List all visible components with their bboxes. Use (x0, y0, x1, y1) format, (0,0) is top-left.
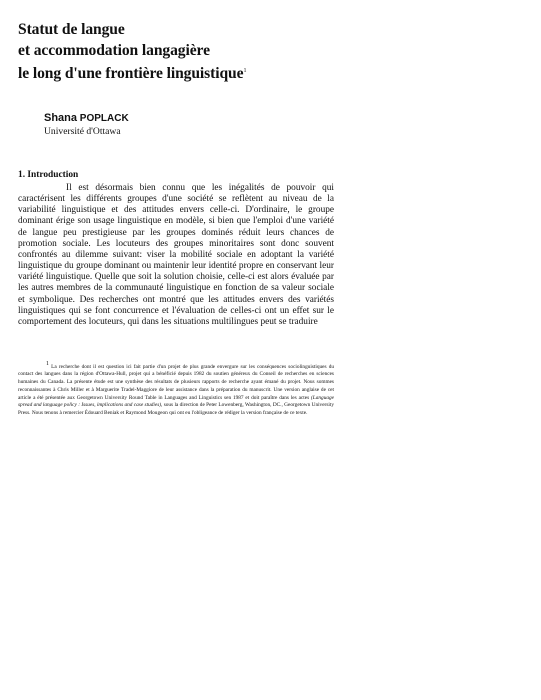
author-name (44, 112, 129, 124)
footnote-text-2: , sous la direction de Peter Lowenberg, Washington, DC., Georgetown University Press. Nous tenons à remercier Édouard Beniak et Raymond Mougeon qui ont eu l'obligeance de rédiger la version française de ce texte. (18, 402, 334, 416)
body-paragraph: Il est désormais bien connu que les inégalités de pouvoir qui caractérisent les différents groupes d'une société se reflètent au niveau de la variabilité linguistique et des attitudes envers celle-ci. D'ordinaire, le groupe dominant érige son usage linguistique en modèle, si bien que l'emploi d'une variété de langue peu prestigieuse par les groupes dominés réduit leurs chances de promotion sociale. Les locuteurs des groupes minoritaires sont donc souvent confrontés au dilemme suivant: viser la mobilité sociale en adoptant la variété linguistique du groupe dominant ou maintenir leur identité propre en conservant leur variété linguistique. Quelle que soit la solution choisie, celle-ci est alors évaluée par les autres membres de la communauté linguistique en fonction de sa valeur sociale et symbolique. Des recherches ont montré que les attitudes envers des variétés linguistiques qui se font concurrence et l'évaluation de celles-ci ont un effet sur le comportement des locuteurs, qui dans les situations multilingues peut se traduire (18, 183, 334, 327)
title-line-1: Statut de langue (18, 21, 125, 38)
title-footnote-marker[interactable]: 1 (243, 68, 247, 74)
body-text (18, 183, 334, 328)
author-first-name: Shana (44, 112, 78, 124)
footnote-italic-title: (Language spread and language policy : Issues, implications and case studies) (18, 394, 334, 409)
author-last-name: POPLACK (79, 113, 129, 124)
footnote-paragraph (18, 361, 334, 418)
footnote-text-1: La recherche dont il est question ici fait partie d'un projet de plus grande envergure sur les conséquences sociolinguistiques du contact des langues dans la région d'Ottawa-Hull, projet qui a bénéficié depuis 1982 du soutien généreux du Conseil de recherches en sciences humaines du Canada. La présente étude est une synthèse des résultats de plusieurs rapports de recherche ayant émané du projet. Nous sommes reconnaissantes à Chris Miller et à Marguerite Tradel-Maggiore de leur assistance dans la préparation du manuscrit. Une version anglaise de cet article a été présentée aux Georgetown University Round Table in Languages and Linguistics sen 1987 et doit paraître dans les actes (18, 363, 334, 401)
section-heading: 1. Introduction (18, 170, 79, 180)
author-affiliation: Université d'Ottawa (44, 126, 121, 137)
title-line-3-text: le long d'une frontière linguistique (18, 65, 244, 83)
footnote (18, 361, 334, 418)
footnote-marker: 1 (46, 361, 49, 367)
paper-title (18, 20, 458, 85)
title-line-2: et accommodation langagière (18, 41, 210, 59)
title-line-3 (18, 61, 458, 85)
